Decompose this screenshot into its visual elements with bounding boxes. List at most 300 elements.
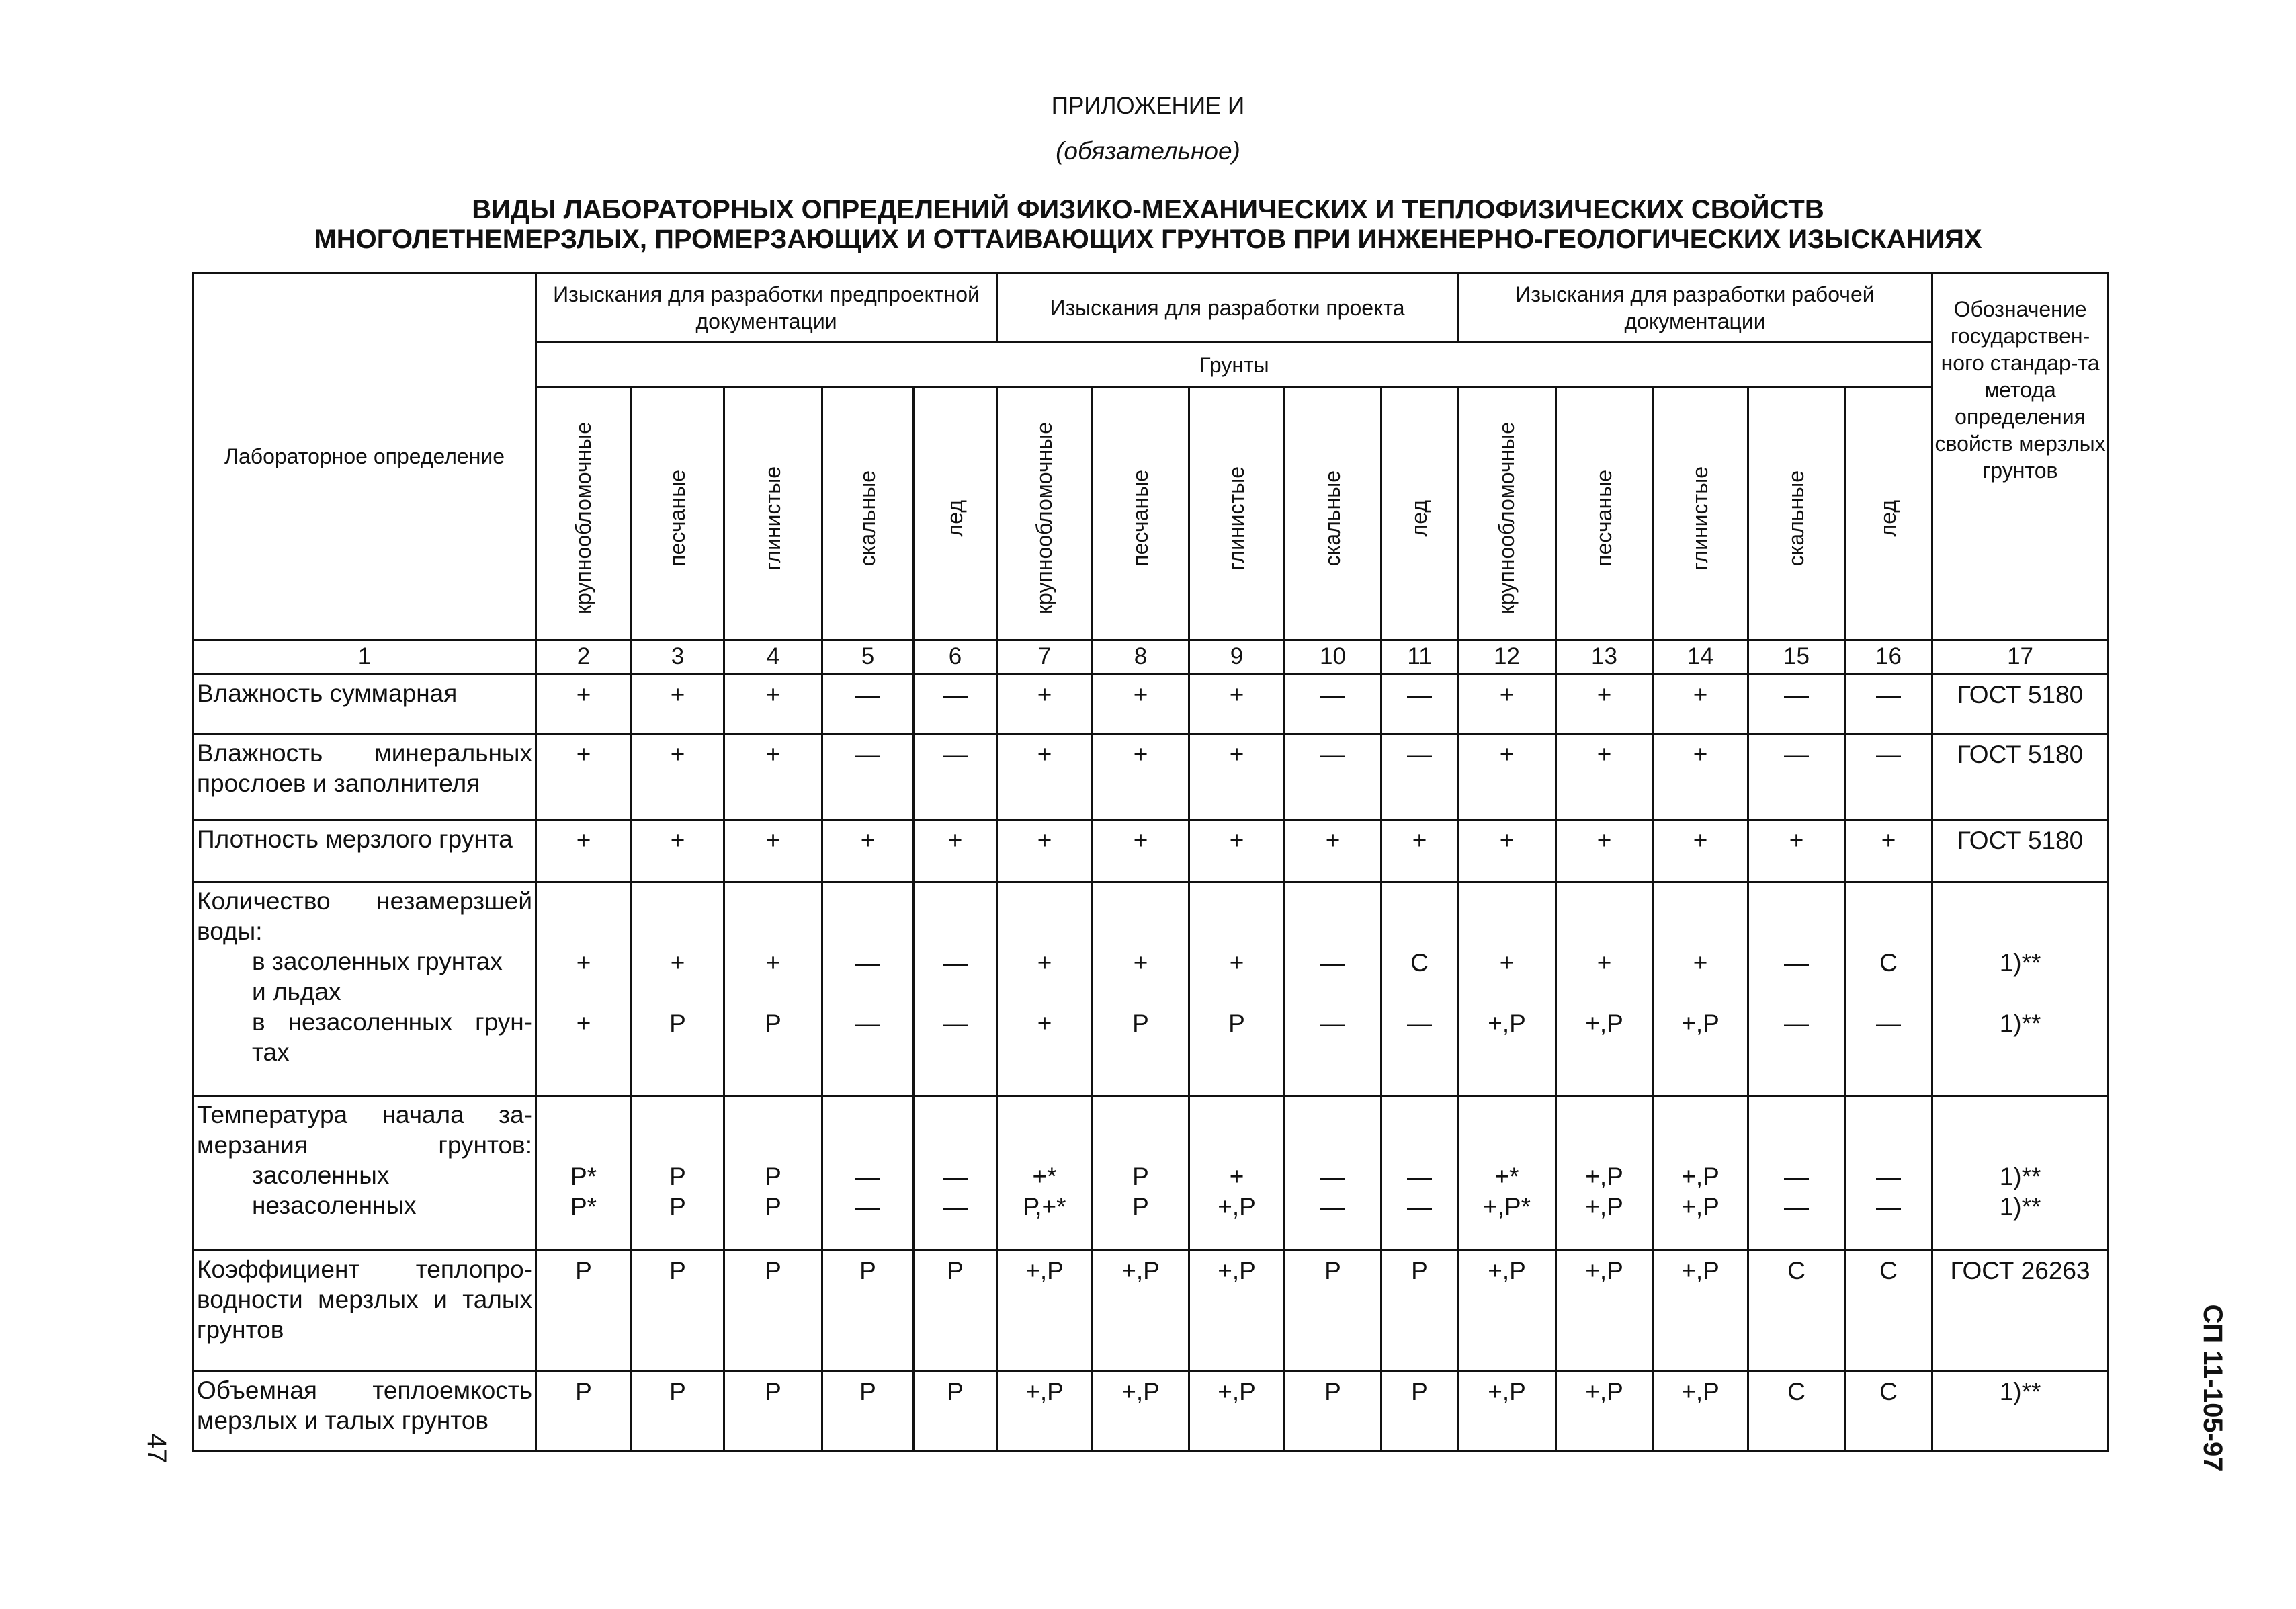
value-text: + xyxy=(576,1009,591,1037)
value-text xyxy=(537,917,630,948)
value-text: + xyxy=(576,741,591,768)
soil-type-label: крупнообломочные xyxy=(1494,422,1519,614)
value-text: — xyxy=(855,1163,880,1190)
value-text: +,Р xyxy=(1585,1193,1623,1221)
value-text: — xyxy=(1784,741,1810,768)
column-number: 16 xyxy=(1845,641,1932,674)
value-text: + xyxy=(765,741,781,768)
value-cell xyxy=(1458,882,1556,1096)
standard-text: ГОСТ 26263 xyxy=(1950,1257,2090,1284)
value-text xyxy=(1285,1101,1380,1131)
header-soil-type xyxy=(1093,387,1189,641)
value-text: + xyxy=(670,741,685,768)
value-text: — xyxy=(1407,741,1433,768)
value-text: + xyxy=(1412,827,1427,854)
value-text xyxy=(1654,887,1747,917)
header-soil-type xyxy=(1189,387,1285,641)
value-text: — xyxy=(1320,1193,1346,1221)
value-text: + xyxy=(947,827,963,854)
header-soil-type xyxy=(536,387,632,641)
value-text: — xyxy=(1876,1009,1902,1037)
standard-text: 1)** xyxy=(1999,1378,2041,1405)
value-text xyxy=(1190,978,1283,1008)
value-cell xyxy=(822,674,914,735)
value-text: +,Р xyxy=(1488,1257,1526,1284)
value-text: + xyxy=(1133,680,1148,708)
value-cell xyxy=(632,1372,724,1451)
soil-type-label: лед xyxy=(943,499,967,537)
value-text: +,Р xyxy=(1025,1257,1064,1284)
value-text: Р xyxy=(669,1163,686,1190)
value-text: Р* xyxy=(570,1163,597,1190)
value-text xyxy=(1382,1131,1457,1161)
value-cell xyxy=(1189,1372,1285,1451)
value-text: Р xyxy=(1324,1257,1341,1284)
value-text: +,Р xyxy=(1585,1257,1623,1284)
value-text: Р xyxy=(1324,1378,1341,1405)
value-text: + xyxy=(1499,827,1515,854)
value-text xyxy=(1382,1101,1457,1131)
column-number: 14 xyxy=(1653,641,1748,674)
standard-cell xyxy=(1932,882,2109,1096)
value-cell xyxy=(536,1251,632,1372)
value-cell xyxy=(1653,821,1748,882)
value-text xyxy=(632,1131,723,1161)
value-cell xyxy=(997,1096,1093,1251)
value-text xyxy=(1557,917,1652,948)
value-text xyxy=(1093,917,1188,948)
value-text: — xyxy=(1320,680,1346,708)
value-cell xyxy=(914,821,997,882)
value-text: Р xyxy=(669,1257,686,1284)
value-text xyxy=(1459,887,1555,917)
value-text: Р xyxy=(1132,1009,1149,1037)
value-text xyxy=(1382,978,1457,1008)
value-cell xyxy=(536,735,632,821)
value-text xyxy=(998,978,1091,1008)
value-text xyxy=(823,917,912,948)
value-text: + xyxy=(1229,949,1244,977)
row-label-line: тах xyxy=(252,1038,290,1066)
value-text: — xyxy=(1784,1009,1810,1037)
value-text: +,Р xyxy=(1681,1009,1719,1037)
row-label-line: Плотность мерзлого грунта xyxy=(197,825,513,853)
header-group-project: Изыскания для разработки проекта xyxy=(997,273,1458,343)
value-cell xyxy=(997,735,1093,821)
value-text xyxy=(1654,917,1747,948)
value-cell xyxy=(1556,1096,1653,1251)
value-cell xyxy=(914,1096,997,1251)
value-text: + xyxy=(1229,741,1244,768)
row-label xyxy=(194,1372,536,1451)
value-text: — xyxy=(855,1009,880,1037)
appendix-label: ПРИЛОЖЕНИЕ И xyxy=(1051,93,1245,119)
standard-text xyxy=(1933,978,2107,1008)
value-text: Р* xyxy=(570,1193,597,1221)
value-cell xyxy=(1189,1096,1285,1251)
value-cell xyxy=(632,674,724,735)
value-text: + xyxy=(1499,680,1515,708)
value-cell xyxy=(914,1372,997,1451)
column-number: 13 xyxy=(1556,641,1653,674)
value-text xyxy=(1093,1101,1188,1131)
value-text xyxy=(823,1101,912,1131)
value-cell xyxy=(1556,674,1653,735)
value-cell xyxy=(632,735,724,821)
value-text: +,Р xyxy=(1681,1378,1719,1405)
value-cell xyxy=(1748,1251,1845,1372)
soil-type-label: глинистые xyxy=(1224,466,1249,571)
value-cell xyxy=(724,735,822,821)
value-text: + xyxy=(1499,949,1515,977)
value-text: + xyxy=(1037,827,1052,854)
value-cell xyxy=(1093,1372,1189,1451)
value-text: + xyxy=(1499,741,1515,768)
row-label-line: Количество незамерзшей xyxy=(197,887,532,915)
value-cell xyxy=(1653,882,1748,1096)
value-text: — xyxy=(1876,1193,1902,1221)
value-text: +,Р xyxy=(1121,1257,1160,1284)
value-cell xyxy=(536,1372,632,1451)
value-cell xyxy=(1748,882,1845,1096)
value-cell xyxy=(1748,1372,1845,1451)
value-text: + xyxy=(765,827,781,854)
row-label-line: прослоев и заполнителя xyxy=(197,770,480,797)
value-cell xyxy=(1845,1096,1932,1251)
value-text: + xyxy=(1229,827,1244,854)
value-text: Р xyxy=(765,1257,781,1284)
row-label-line: грунтов xyxy=(197,1316,284,1344)
value-cell xyxy=(1381,1251,1458,1372)
value-text: +,Р xyxy=(1218,1378,1256,1405)
value-cell xyxy=(1285,1096,1381,1251)
value-text xyxy=(823,1131,912,1161)
value-cell xyxy=(1093,821,1189,882)
page-number: 47 xyxy=(142,1433,171,1464)
value-text: — xyxy=(1784,1193,1810,1221)
value-text: — xyxy=(1784,1163,1810,1190)
header-soil-type xyxy=(997,387,1093,641)
row-label xyxy=(194,735,536,821)
value-text: + xyxy=(1133,827,1148,854)
value-text: + xyxy=(670,949,685,977)
value-text xyxy=(725,917,821,948)
soil-type-label: песчаные xyxy=(1592,470,1617,567)
value-text: — xyxy=(1876,741,1902,768)
value-cell xyxy=(1381,735,1458,821)
value-text: — xyxy=(855,949,880,977)
row-label-line: засоленных xyxy=(252,1161,390,1189)
value-cell xyxy=(632,1096,724,1251)
value-text xyxy=(725,887,821,917)
row-label-line: Объемная теплоемкость xyxy=(197,1376,532,1404)
value-text: + xyxy=(1597,741,1612,768)
value-text: Р xyxy=(575,1257,592,1284)
value-text: Р xyxy=(859,1378,876,1405)
row-label-line: мерзания грунтов: xyxy=(197,1131,532,1159)
table-row xyxy=(194,1372,2109,1451)
value-text: Р xyxy=(575,1378,592,1405)
column-number: 6 xyxy=(914,641,997,674)
value-cell xyxy=(914,1251,997,1372)
value-cell xyxy=(1285,1251,1381,1372)
header-standard xyxy=(1932,296,2109,641)
value-cell xyxy=(1845,1251,1932,1372)
value-cell xyxy=(1458,735,1556,821)
value-cell xyxy=(1748,674,1845,735)
row-label xyxy=(194,1251,536,1372)
value-text: — xyxy=(855,741,880,768)
value-text xyxy=(1846,887,1931,917)
header-soil-type xyxy=(914,387,997,641)
value-text: Р xyxy=(947,1257,964,1284)
value-text xyxy=(1749,1131,1844,1161)
value-cell xyxy=(724,821,822,882)
value-text: Р xyxy=(669,1378,686,1405)
standard-cell xyxy=(1932,735,2109,821)
value-text: — xyxy=(1784,680,1810,708)
table-row xyxy=(194,1096,2109,1251)
value-text: + xyxy=(1693,827,1708,854)
column-number: 10 xyxy=(1285,641,1381,674)
value-cell xyxy=(1556,882,1653,1096)
value-cell xyxy=(1458,1096,1556,1251)
value-cell xyxy=(1845,821,1932,882)
value-cell xyxy=(1653,1096,1748,1251)
value-text: + xyxy=(1037,741,1052,768)
value-cell xyxy=(1093,882,1189,1096)
value-text: + xyxy=(1789,827,1804,854)
header-soil-type xyxy=(1285,387,1381,641)
value-text: — xyxy=(1876,1163,1902,1190)
standard-text xyxy=(1933,887,2107,917)
row-label-line: Температура начала за- xyxy=(197,1101,532,1128)
value-text: + xyxy=(1597,827,1612,854)
header-standard-text: Обозначение государствен-ного стандар-та метода определения свойств мерзлых грунтов xyxy=(1934,296,2106,483)
value-text: +,Р xyxy=(1681,1257,1719,1284)
column-number: 5 xyxy=(822,641,914,674)
value-text: Р xyxy=(765,1009,781,1037)
value-text: С xyxy=(1879,1257,1898,1284)
table-row xyxy=(194,882,2109,1096)
value-cell xyxy=(724,1096,822,1251)
value-cell xyxy=(1093,1096,1189,1251)
value-text: Р xyxy=(1132,1163,1149,1190)
value-text: — xyxy=(855,1193,880,1221)
value-text: +,Р xyxy=(1218,1193,1256,1221)
header-soil-type xyxy=(1748,387,1845,641)
value-text: + xyxy=(576,949,591,977)
header-soils: Грунты xyxy=(536,343,1932,387)
value-cell xyxy=(1189,674,1285,735)
header-soil-type xyxy=(1845,387,1932,641)
value-text xyxy=(1459,1131,1555,1161)
value-cell xyxy=(822,882,914,1096)
value-text: — xyxy=(943,1163,968,1190)
value-cell xyxy=(822,735,914,821)
value-cell xyxy=(997,674,1093,735)
value-cell xyxy=(724,674,822,735)
value-text: +,Р xyxy=(1488,1009,1526,1037)
value-text: +,Р xyxy=(1681,1193,1719,1221)
value-cell xyxy=(1556,1251,1653,1372)
column-number: 1 xyxy=(194,641,536,674)
value-text xyxy=(1846,1131,1931,1161)
row-label-line: мерзлых и талых грунтов xyxy=(197,1407,489,1434)
value-text: +,Р xyxy=(1585,1378,1623,1405)
value-cell xyxy=(997,1372,1093,1451)
value-text: + xyxy=(860,827,876,854)
value-text: — xyxy=(943,1009,968,1037)
value-text xyxy=(1749,978,1844,1008)
value-cell xyxy=(1845,882,1932,1096)
value-cell xyxy=(1381,821,1458,882)
soil-type-label: песчаные xyxy=(665,470,689,567)
standard-text: 1)** xyxy=(1999,1193,2041,1221)
value-text xyxy=(1459,978,1555,1008)
value-text: — xyxy=(1320,1009,1346,1037)
soil-type-label: крупнообломочные xyxy=(1032,422,1057,614)
value-text: + xyxy=(576,827,591,854)
value-text xyxy=(537,887,630,917)
soil-type-label: глинистые xyxy=(1688,466,1713,571)
value-text: — xyxy=(1407,1009,1433,1037)
row-label-line: Влажность минеральных xyxy=(197,739,532,767)
soil-type-label: глинистые xyxy=(761,466,785,571)
row-label-line: водности мерзлых и талых xyxy=(197,1286,532,1313)
value-text: + xyxy=(1229,1163,1244,1190)
value-text xyxy=(632,978,723,1008)
value-text xyxy=(823,978,912,1008)
standard-text xyxy=(1933,1101,2107,1131)
value-text: Р xyxy=(1411,1257,1428,1284)
value-text xyxy=(725,1101,821,1131)
value-cell xyxy=(822,1096,914,1251)
standard-text: ГОСТ 5180 xyxy=(1957,827,2084,854)
table-row xyxy=(194,821,2109,882)
value-cell xyxy=(1381,1096,1458,1251)
standard-cell xyxy=(1932,1096,2109,1251)
value-text xyxy=(1459,917,1555,948)
standard-text xyxy=(1933,917,2107,948)
value-cell xyxy=(1458,1372,1556,1451)
row-label-line: Коэффициент теплопро- xyxy=(197,1255,532,1283)
table-row xyxy=(194,735,2109,821)
value-text: — xyxy=(1407,680,1433,708)
value-cell xyxy=(724,1372,822,1451)
value-text xyxy=(725,978,821,1008)
value-text xyxy=(915,1131,996,1161)
column-number: 15 xyxy=(1748,641,1845,674)
value-text: +,Р xyxy=(1121,1378,1160,1405)
value-text xyxy=(1285,978,1380,1008)
value-text xyxy=(537,1101,630,1131)
value-cell xyxy=(914,735,997,821)
value-cell xyxy=(1381,1372,1458,1451)
value-text: Р xyxy=(1228,1009,1245,1037)
value-text: — xyxy=(943,680,968,708)
value-text xyxy=(1190,887,1283,917)
header-soil-type xyxy=(1556,387,1653,641)
value-cell xyxy=(1748,821,1845,882)
row-label-line: Влажность суммарная xyxy=(197,679,458,707)
value-cell xyxy=(1653,1372,1748,1451)
document-code: СП 11-105-97 xyxy=(2198,1304,2227,1472)
value-cell xyxy=(822,1372,914,1451)
value-text xyxy=(823,887,912,917)
standard-text: ГОСТ 5180 xyxy=(1957,741,2084,768)
document-title-line-2: МНОГОЛЕТНЕМЕРЗЛЫХ, ПРОМЕРЗАЮЩИХ И ОТТАИВАЮЩИХ ГРУНТОВ ПРИ ИНЖЕНЕРНО-ГЕОЛОГИЧЕСКИХ ИЗЫСКАНИЯХ xyxy=(314,224,1982,254)
soil-type-label: скальные xyxy=(855,470,880,567)
value-text xyxy=(1846,917,1931,948)
value-text xyxy=(1190,1131,1283,1161)
value-text xyxy=(1285,887,1380,917)
value-text xyxy=(1190,1101,1283,1131)
value-cell xyxy=(997,882,1093,1096)
value-text: Р xyxy=(1411,1378,1428,1405)
value-text xyxy=(1749,887,1844,917)
value-cell xyxy=(1748,735,1845,821)
value-text xyxy=(1285,917,1380,948)
value-text xyxy=(1846,978,1931,1008)
value-text xyxy=(1846,1101,1931,1131)
value-cell xyxy=(1653,735,1748,821)
value-text: + xyxy=(670,827,685,854)
standard-text: ГОСТ 5180 xyxy=(1957,680,2084,708)
value-cell xyxy=(1458,1251,1556,1372)
value-text: + xyxy=(1693,949,1708,977)
value-text: — xyxy=(855,680,880,708)
table-row xyxy=(194,674,2109,735)
value-text: +,Р xyxy=(1218,1257,1256,1284)
value-text: Р xyxy=(947,1378,964,1405)
value-text xyxy=(1749,917,1844,948)
value-cell xyxy=(1845,674,1932,735)
value-cell xyxy=(1556,821,1653,882)
value-cell xyxy=(1189,882,1285,1096)
value-text: С xyxy=(1410,949,1429,977)
value-text: +,Р xyxy=(1025,1378,1064,1405)
value-text xyxy=(632,1101,723,1131)
header-soil-type xyxy=(1458,387,1556,641)
value-cell xyxy=(1748,1096,1845,1251)
value-cell xyxy=(632,821,724,882)
value-text: — xyxy=(943,1193,968,1221)
value-text: Р xyxy=(669,1193,686,1221)
value-text: + xyxy=(1693,680,1708,708)
value-text: +* xyxy=(1494,1163,1519,1190)
header-soil-type xyxy=(724,387,822,641)
value-cell xyxy=(822,821,914,882)
value-text: +,Р* xyxy=(1483,1193,1531,1221)
value-cell xyxy=(536,882,632,1096)
value-text: — xyxy=(1320,741,1346,768)
row-label-line: незасоленных xyxy=(252,1192,417,1219)
row-label xyxy=(194,821,536,882)
row-label xyxy=(194,882,536,1096)
value-cell xyxy=(1189,1251,1285,1372)
value-text xyxy=(1382,917,1457,948)
column-number: 9 xyxy=(1189,641,1285,674)
value-cell xyxy=(1653,674,1748,735)
value-cell xyxy=(1381,882,1458,1096)
value-text xyxy=(998,1131,1091,1161)
value-cell xyxy=(1458,674,1556,735)
value-cell xyxy=(997,1251,1093,1372)
value-cell xyxy=(1189,735,1285,821)
value-text xyxy=(1459,1101,1555,1131)
value-cell xyxy=(1556,735,1653,821)
